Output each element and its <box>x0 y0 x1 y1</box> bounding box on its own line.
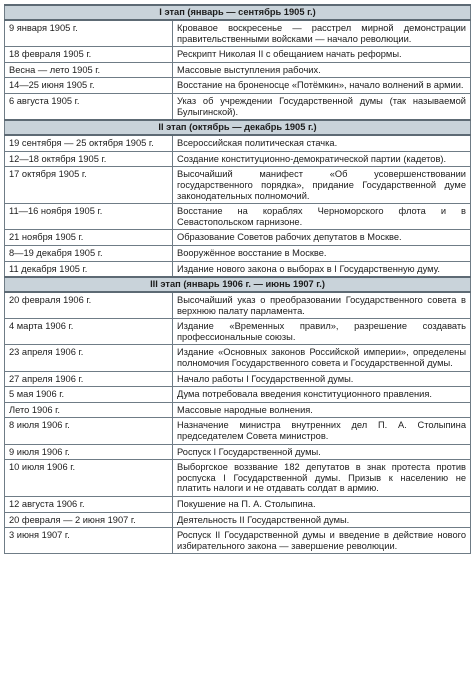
table-row <box>5 319 471 345</box>
event-cell <box>173 345 471 371</box>
event-description: Покушение на П. А. Столыпина. <box>177 499 316 509</box>
table-row <box>5 245 471 261</box>
event-description: Высочайший указ о преобразовании Государственного совета в верхнюю палату парламента. <box>177 295 466 316</box>
event-cell <box>173 62 471 78</box>
event-date: 17 октября 1905 г. <box>5 167 173 204</box>
table-row <box>5 230 471 246</box>
chronology-table <box>4 4 471 554</box>
event-date: 5 мая 1906 г. <box>5 387 173 403</box>
event-description: Роспуск I Государственной думы. <box>177 446 321 457</box>
event-description: Выборгское воззвание 182 депутатов в знак протеста против роспуска I Государственной думы. Призыв к населению не платить налоги и не отдавать солдат в армию. <box>177 462 466 494</box>
event-date: 12—18 октября 1905 г. <box>5 151 173 167</box>
event-date: 3 июня 1907 г. <box>5 528 173 554</box>
event-cell <box>173 418 471 444</box>
event-cell <box>173 387 471 403</box>
event-description: Создание конституционно-демократической партии (кадетов). <box>177 153 447 164</box>
event-description: Издание «Временных правил», разрешение создавать профессиональные союзы. <box>177 321 466 342</box>
chronology-page <box>4 4 470 679</box>
event-date: 27 апреля 1906 г. <box>5 371 173 387</box>
event-description: Начало работы I Государственной думы. <box>177 373 354 384</box>
event-cell <box>173 151 471 167</box>
event-date: 4 марта 1906 г. <box>5 319 173 345</box>
table-row <box>5 371 471 387</box>
table-row <box>5 528 471 554</box>
event-description: Дума потребовала введения конституционного правления. <box>177 389 432 400</box>
event-date: 21 ноября 1905 г. <box>5 230 173 246</box>
event-description: Массовые народные волнения. <box>177 404 313 415</box>
event-description: Восстание на броненосце «Потёмкин», начало волнений в армии. <box>177 80 464 91</box>
table-row <box>5 345 471 371</box>
event-cell <box>173 204 471 230</box>
event-date: 11—16 ноября 1905 г. <box>5 204 173 230</box>
event-cell <box>173 47 471 63</box>
table-row <box>5 47 471 63</box>
stage-title: II этап (октябрь — декабрь 1905 г.) <box>5 120 471 135</box>
table-row <box>5 387 471 403</box>
stage-title: I этап (январь — сентябрь 1905 г.) <box>5 5 471 20</box>
event-cell <box>173 512 471 528</box>
stage-header <box>5 120 471 135</box>
stage-header <box>5 5 471 20</box>
event-description: Образование Советов рабочих депутатов в Москве. <box>177 232 402 243</box>
event-cell <box>173 261 471 277</box>
event-cell <box>173 402 471 418</box>
event-date: 9 января 1905 г. <box>5 20 173 47</box>
event-date: Весна — лето 1905 г. <box>5 62 173 78</box>
event-description: Массовые выступления рабочих. <box>177 64 321 75</box>
event-cell <box>173 20 471 47</box>
table-row <box>5 460 471 497</box>
event-description: Высочайший манифест «Об усовершенствовании государственного порядка», придание Государственной думе законодательных полномочий. <box>177 169 466 201</box>
table-row <box>5 135 471 151</box>
event-date: 23 апреля 1906 г. <box>5 345 173 371</box>
table-row <box>5 512 471 528</box>
event-cell <box>173 167 471 204</box>
event-description: Рескрипт Николая II с обещанием начать реформы. <box>177 49 402 60</box>
stage-header <box>5 277 471 292</box>
event-date: 18 февраля 1905 г. <box>5 47 173 63</box>
event-description: Указ об учреждении Государственной думы (так называемой Булыгинской). <box>177 95 466 117</box>
event-date: 20 февраля — 2 июня 1907 г. <box>5 512 173 528</box>
table-row <box>5 93 471 120</box>
table-row <box>5 292 471 319</box>
event-cell <box>173 93 471 120</box>
event-description: Восстание на кораблях Черноморского флота и в Севастопольском гарнизоне. <box>177 206 466 227</box>
event-cell <box>173 444 471 460</box>
table-row <box>5 402 471 418</box>
table-row <box>5 167 471 204</box>
chronology-body <box>5 5 471 554</box>
event-date: Лето 1906 г. <box>5 402 173 418</box>
event-date: 12 августа 1906 г. <box>5 497 173 513</box>
table-row <box>5 418 471 444</box>
table-row <box>5 78 471 94</box>
table-row <box>5 204 471 230</box>
table-row <box>5 497 471 513</box>
event-date: 9 июля 1906 г. <box>5 444 173 460</box>
event-description: Вооружённое восстание в Москве. <box>177 247 327 258</box>
table-row <box>5 261 471 277</box>
event-description: Деятельность II Государственной думы. <box>177 514 350 525</box>
table-row <box>5 151 471 167</box>
event-cell <box>173 528 471 554</box>
event-cell <box>173 460 471 497</box>
event-cell <box>173 497 471 513</box>
table-row <box>5 20 471 47</box>
event-date: 6 августа 1905 г. <box>5 93 173 120</box>
event-description: Кровавое воскресенье — расстрел мирной демонстрации правительственными войсками — начало революции. <box>177 23 466 44</box>
event-date: 19 сентября — 25 октября 1905 г. <box>5 135 173 151</box>
stage-title: III этап (январь 1906 г. — июнь 1907 г.) <box>5 277 471 292</box>
event-date: 8—19 декабря 1905 г. <box>5 245 173 261</box>
event-cell <box>173 245 471 261</box>
event-date: 10 июля 1906 г. <box>5 460 173 497</box>
event-description: Назначение министра внутренних дел П. А. Столыпина председателем Совета министров. <box>177 420 466 442</box>
event-date: 14—25 июня 1905 г. <box>5 78 173 94</box>
event-description: Роспуск II Государственной думы и введение в действие нового избирательного закона — завершение революции. <box>177 530 466 551</box>
event-cell <box>173 135 471 151</box>
event-description: Издание «Основных законов Российской империи», определены полномочия Государственного совета и Государственной думы. <box>177 347 466 369</box>
event-date: 8 июля 1906 г. <box>5 418 173 444</box>
event-cell <box>173 78 471 94</box>
event-description: Издание нового закона о выборах в I Государственную думу. <box>177 263 440 274</box>
event-cell <box>173 230 471 246</box>
event-cell <box>173 292 471 319</box>
event-cell <box>173 371 471 387</box>
table-row <box>5 62 471 78</box>
event-cell <box>173 319 471 345</box>
table-row <box>5 444 471 460</box>
event-date: 11 декабря 1905 г. <box>5 261 173 277</box>
event-date: 20 февраля 1906 г. <box>5 292 173 319</box>
event-description: Всероссийская политическая стачка. <box>177 138 338 149</box>
